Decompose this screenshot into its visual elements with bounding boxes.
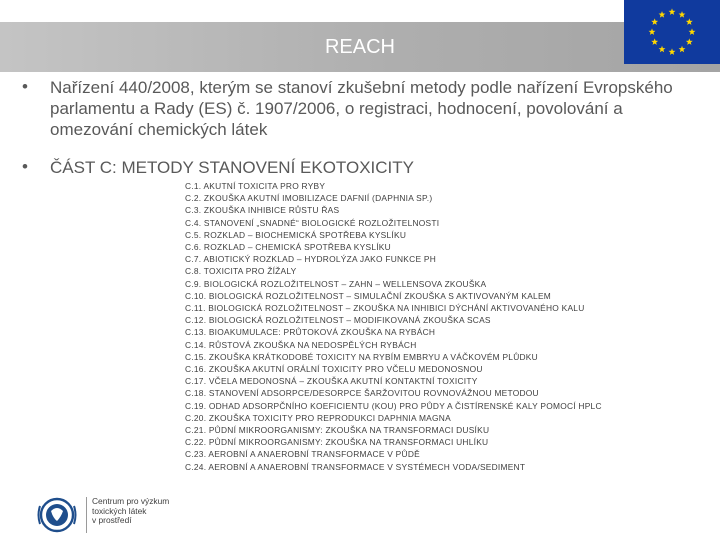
bullet-section-heading: ČÁST C: METODY STANOVENÍ EKOTOXICITY: [50, 158, 414, 177]
eu-star-icon: [651, 18, 658, 25]
eu-star-icon: [686, 38, 693, 45]
list-item: C.7. ABIOTICKÝ ROZKLAD – HYDROLÝZA JAKO FUNKCE PH: [185, 254, 436, 265]
list-item: C.14. RŮSTOVÁ ZKOUŠKA NA NEDOSPĚLÝCH RYBÁCH: [185, 339, 417, 350]
list-item: C.6. ROZKLAD – CHEMICKÁ SPOTŘEBA KYSLÍKU: [185, 242, 391, 253]
bullet-marker: •: [22, 77, 28, 96]
methods-list: [185, 180, 602, 473]
list-item: C.18. STANOVENÍ ADSORPCE/DESORPCE ŠARŽOVITOU ROVNOVÁŽNOU METODOU: [185, 388, 539, 399]
footer-divider: [86, 497, 87, 533]
list-item: C.22. PŮDNÍ MIKROORGANISMY: ZKOUŠKA NA TRANSFORMACI UHLÍKU: [185, 437, 489, 448]
list-item: C.15. ZKOUŠKA KRÁTKODOBÉ TOXICITY NA RYBÍM EMBRYU A VÁČKOVÉM PLŮDKU: [185, 351, 538, 362]
eu-star-icon: [686, 18, 693, 25]
list-item: C.8. TOXICITA PRO ŽÍŽALY: [185, 266, 297, 277]
list-item: C.11. BIOLOGICKÁ ROZLOŽITELNOST – ZKOUŠKA NA INHIBICI DÝCHÁNÍ AKTIVOVANÉHO KALU: [185, 303, 585, 314]
list-item: C.24. AEROBNÍ A ANAEROBNÍ TRANSFORMACE V SYSTÉMECH VODA/SEDIMENT: [185, 461, 526, 472]
list-item: C.9. BIOLOGICKÁ ROZLOŽITELNOST – ZAHN – WELLENSOVA ZKOUŠKA: [185, 278, 487, 289]
eu-star-icon: [651, 38, 658, 45]
eu-star-icon: [659, 11, 666, 18]
footer-line: toxických látek: [92, 505, 147, 516]
footer-line: v prostředí: [92, 515, 132, 526]
list-item: C.17. VČELA MEDONOSNÁ – ZKOUŠKA AKUTNÍ KONTAKTNÍ TOXICITY: [185, 376, 478, 387]
eu-star-icon: [689, 28, 696, 35]
title-bar: [0, 22, 720, 72]
list-item: C.13. BIOAKUMULACE: PRŮTOKOVÁ ZKOUŠKA NA RYBÁCH: [185, 327, 436, 338]
list-item: C.20. ZKOUŠKA TOXICITY PRO REPRODUKCI DAPHNIA MAGNA: [185, 412, 451, 423]
bullet-regulation-text: Nařízení 440/2008, kterým se stanoví zkušební metody podle nařízení Evropského parlamentu a Rady (ES) č. 1907/2006, o registraci, hodnocení, povolování a omezování chemických látek: [50, 78, 673, 139]
list-item: C.4. STANOVENÍ „SNADNÉ“ BIOLOGICKÉ ROZLOŽITELNOSTI: [185, 217, 440, 228]
list-item: C.19. ODHAD ADSORPČNÍHO KOEFICIENTU (KOU) PRO PŮDY A ČISTÍRENSKÉ KALY POMOCÍ HPLC: [185, 400, 602, 411]
list-item: C.12. BIOLOGICKÁ ROZLOŽITELNOST – MODIFIKOVANÁ ZKOUŠKA SCAS: [185, 315, 491, 326]
bullet-marker: •: [22, 157, 28, 176]
list-item: C.21. PŮDNÍ MIKROORGANISMY: ZKOUŠKA NA TRANSFORMACI DUSÍKU: [185, 425, 490, 436]
eu-flag-icon: [624, 0, 720, 64]
eu-star-icon: [669, 48, 676, 55]
eu-star-icon: [649, 28, 656, 35]
list-item: C.2. ZKOUŠKA AKUTNÍ IMOBILIZACE DAFNIÍ (DAPHNIA SP.): [185, 193, 433, 204]
list-item: C.16. ZKOUŠKA AKUTNÍ ORÁLNÍ TOXICITY PRO VČELU MEDONOSNOU: [185, 364, 483, 375]
recetox-logo-icon: [36, 497, 78, 533]
eu-star-icon: [679, 11, 686, 18]
list-item: C.1. AKUTNÍ TOXICITA PRO RYBY: [185, 181, 326, 191]
list-item: C.23. AEROBNÍ A ANAEROBNÍ TRANSFORMACE V PŮDĚ: [185, 449, 420, 460]
footer-line: Centrum pro výzkum: [92, 496, 170, 506]
page-title: REACH: [324, 36, 395, 58]
list-item: C.3. ZKOUŠKA INHIBICE RŮSTU ŘAS: [185, 205, 340, 216]
list-item: C.5. ROZKLAD – BIOCHEMICKÁ SPOTŘEBA KYSLÍKU: [185, 229, 407, 240]
list-item: C.10. BIOLOGICKÁ ROZLOŽITELNOST – SIMULAČNÍ ZKOUŠKA S AKTIVOVANÝM KALEM: [185, 290, 552, 301]
eu-star-icon: [659, 46, 666, 53]
footer-org-name: [92, 497, 169, 526]
eu-star-icon: [679, 46, 686, 53]
eu-star-icon: [669, 8, 676, 15]
